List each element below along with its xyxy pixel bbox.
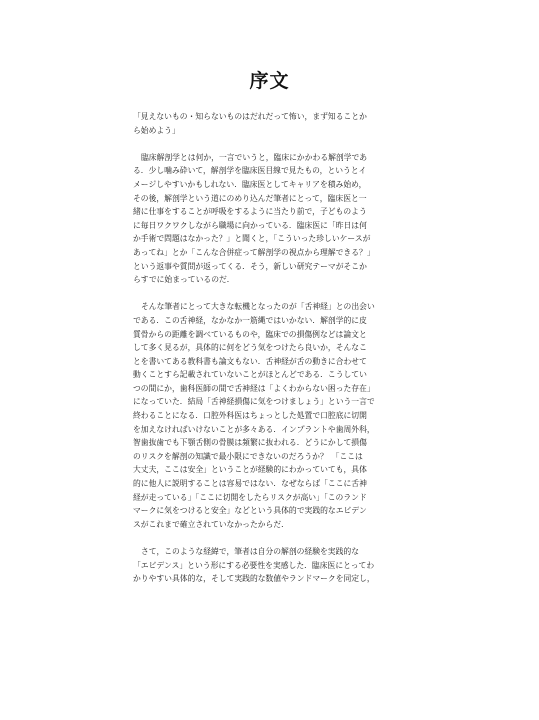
paragraph-2 bbox=[133, 300, 415, 531]
text-line: である．この舌神経，なかなか一筋縄ではいかない．解剖学的に皮 bbox=[133, 315, 367, 325]
text-line: とを書いてある教科書も論文もない．舌神経が舌の動きに合わせて bbox=[133, 356, 367, 366]
text-line: 動くことすら記載されていないことがほとんどである．こうしてい bbox=[133, 370, 367, 380]
paragraph-gap bbox=[133, 287, 415, 301]
text-line: あってね」とか「こんな合併症って解剖学の視点から理解できる？」 bbox=[133, 247, 375, 257]
text-line: 質骨からの距離を調べているものや，臨床での損傷例などは論文と bbox=[133, 329, 367, 339]
text-line: 的に他人に説明することは容易ではない．なぜならば「ここに舌神 bbox=[133, 479, 367, 489]
preface-body bbox=[133, 110, 415, 586]
text-line: 経が走っている」「ここに切開をしたらリスクが高い」「このランド bbox=[133, 492, 367, 502]
paragraph-1 bbox=[133, 151, 415, 287]
paragraph-gap bbox=[133, 531, 415, 545]
paragraph-gap bbox=[133, 137, 415, 151]
paragraph-quote bbox=[133, 110, 415, 137]
text-line: か手術で問題はなかった？」と聞くと，「こういった珍しいケースが bbox=[133, 234, 371, 244]
text-line: という返事や質問が返ってくる．そう，新しい研究テーマがそこか bbox=[133, 261, 367, 271]
text-line: 「見えないもの・知らないものはだれだって怖い，まず知ることか bbox=[133, 112, 367, 121]
text-line: して多く見るが，具体的に何をどう気をつけたら良いか，そんなこ bbox=[133, 343, 367, 353]
text-line: になっていた．結局「舌神経損傷に気をつけましょう」という一言で bbox=[133, 397, 375, 407]
text-line: マークに気をつけると安全」などという具体的で実践的なエビデン bbox=[133, 506, 367, 516]
text-line: スがこれまで確立されていなかったからだ． bbox=[133, 519, 289, 529]
text-line: かりやすい具体的な，そして実践的な数値やランドマークを同定し， bbox=[133, 574, 375, 584]
text-line: 終わることになる．口腔外科医はちょっとした処置で口腔底に切開 bbox=[133, 411, 367, 421]
text-line: 「エビデンス」という形にする必要性を実感した．臨床医にとってわ bbox=[133, 560, 375, 570]
text-line: そんな筆者にとって大きな転機となったのが「舌神経」との出会い bbox=[141, 302, 375, 312]
text-line: 緒に仕事をすることが呼吸をするように当たり前で，子どものよう bbox=[133, 207, 367, 217]
text-line: さて，このような経緯で，筆者は自分の解剖の経験を実践的な bbox=[141, 547, 359, 556]
page-title: 序文 bbox=[249, 70, 290, 92]
text-line: 智歯抜歯でも下顎舌側の骨膜は頻繁に抜われる．どうにかして損傷 bbox=[133, 438, 367, 448]
text-line: 臨床解剖学とは何か，一言でいうと，臨床にかかわる解剖学であ bbox=[141, 152, 368, 162]
text-line: 大丈夫，ここは安全」ということが経験的にわかっていても，具体 bbox=[133, 465, 367, 475]
text-line: つの間にか，歯科医師の間で舌神経は「よくわからない困った存在」 bbox=[133, 383, 375, 393]
text-line: る．少し噛み砕いて，解剖学を臨床医目線で見たもの，というとイ bbox=[133, 166, 367, 176]
text-line: のリスクを解剖の知識で最小限にできないのだろうか？ 「ここは bbox=[133, 451, 363, 461]
text-line: メージしやすいかもしれない．臨床医としてキャリアを積み始め， bbox=[133, 179, 367, 189]
text-line: ら始めよう」 bbox=[133, 125, 180, 135]
text-line: を加えなければいけないことが多々ある．インプラントや歯周外科， bbox=[133, 424, 375, 434]
paragraph-3 bbox=[133, 545, 415, 586]
text-line: に毎日ワクワクしながら職場に向かっている．臨床医に「昨日は何 bbox=[133, 220, 367, 230]
text-line: らすでに始まっているのだ． bbox=[133, 275, 235, 285]
text-line: その後，解剖学という道にのめり込んだ筆者にとって，臨床医と一 bbox=[133, 193, 367, 203]
